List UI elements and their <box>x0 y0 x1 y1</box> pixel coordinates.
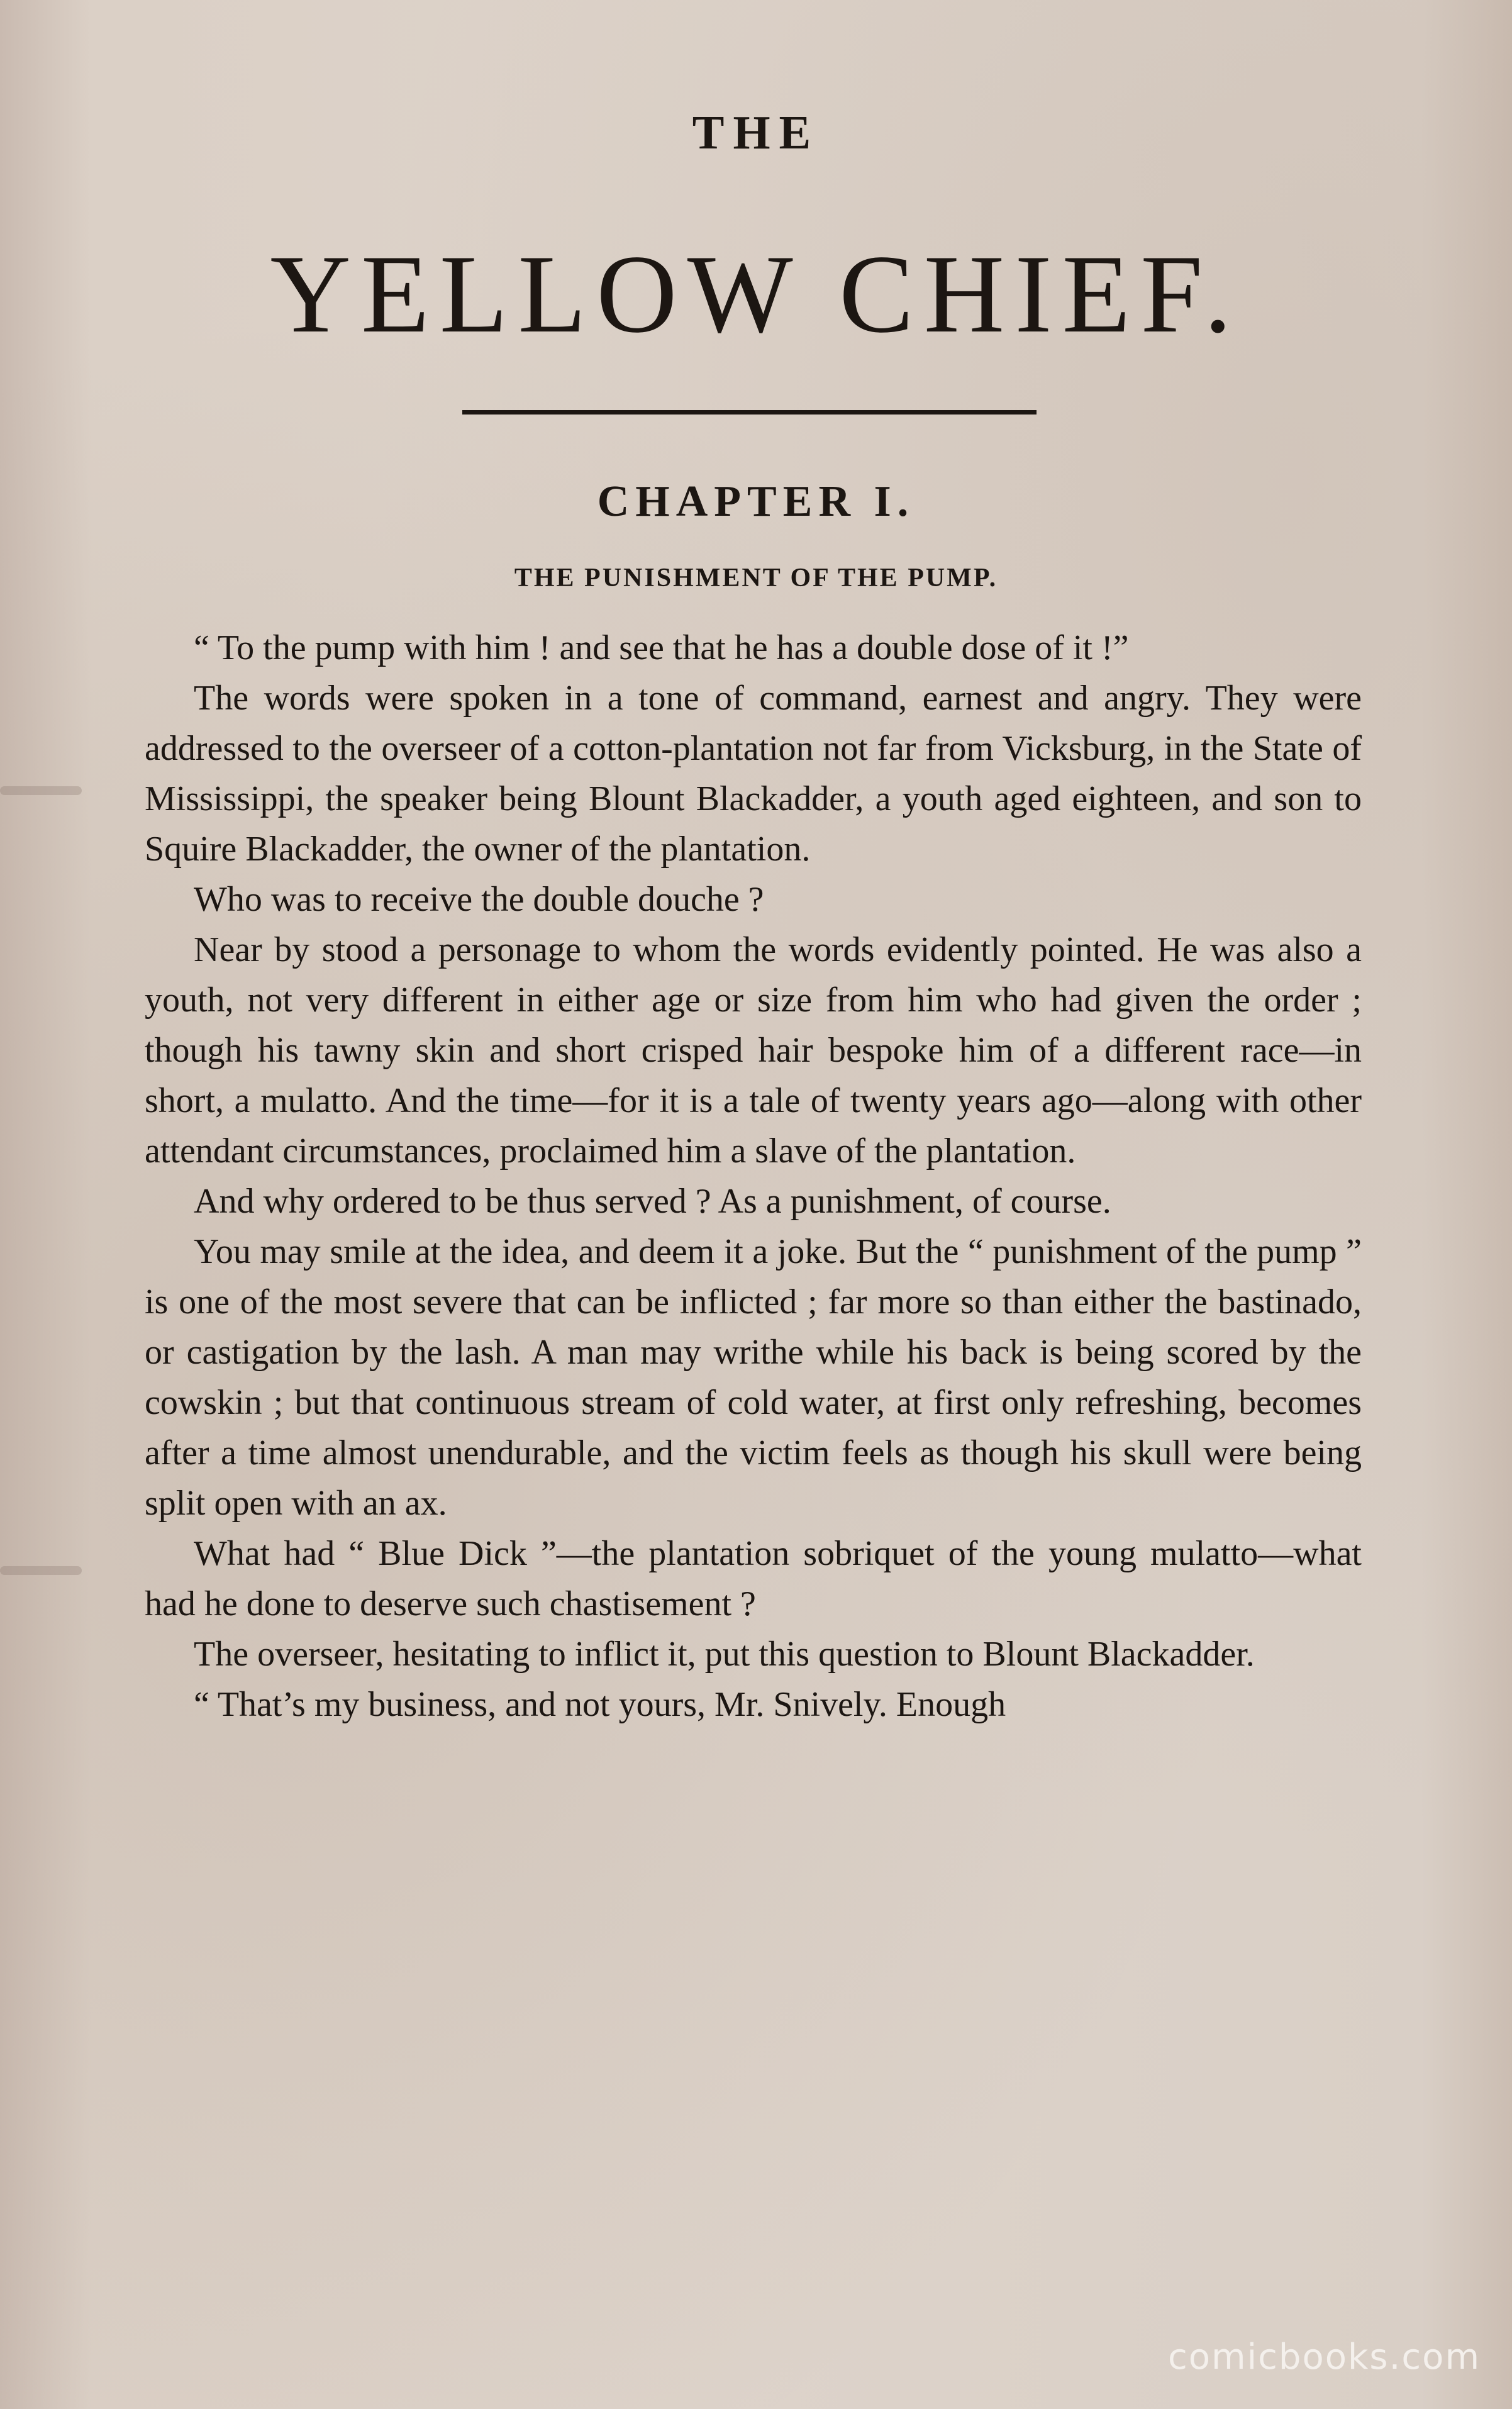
paragraph: What had “ Blue Dick ”—the plantation sobriquet of the young mulatto—what had he done to deserve such chastisement ? <box>145 1534 1362 1623</box>
site-watermark: comicbooks.com <box>1167 2337 1481 2378</box>
paragraph: “ That’s my business, and not yours, Mr. Snively. Enough <box>194 1685 1006 1724</box>
chapter-subtitle: THE PUNISHMENT OF THE PUMP. <box>514 564 998 593</box>
paragraph: The words were spoken in a tone of command, earnest and angry. They were addressed to the overseer of a cotton-plantation not far from Vicksburg, in the State of Mississippi, the speaker being Blount Blackadder, a youth aged eighteen, and son to Squire Blackadder, the owner of the plantation. <box>145 679 1362 869</box>
paragraph: The overseer, hesitating to inflict it, put this question to Blount Blackadder. <box>194 1635 1255 1674</box>
title-rule <box>462 410 1037 414</box>
paragraph: Who was to receive the double douche ? <box>194 880 764 919</box>
paragraph: And why ordered to be thus served ? As a punishment, of course. <box>194 1182 1111 1221</box>
body-text <box>145 623 1362 1730</box>
title-article: THE <box>692 106 820 159</box>
chapter-heading: CHAPTER I. <box>597 477 915 526</box>
page-edge-tear <box>0 1566 82 1575</box>
paragraph: “ To the pump with him ! and see that he has a double dose of it !” <box>194 628 1129 667</box>
paragraph: Near by stood a personage to whom the words evidently pointed. He was also a youth, not very different in either age or size from him who had given the order ; though his tawny skin and short crisped hair bespoke him of a different race—in short, a mulatto. And the time—for it is a tale of twenty years ago—along with other attendant circumstances, proclaimed him a slave of the plantation. <box>145 930 1362 1171</box>
book-title: YELLOW CHIEF. <box>270 231 1242 356</box>
page-edge-tear <box>0 786 82 795</box>
paragraph: You may smile at the idea, and deem it a joke. But the “ punishment of the pump ” is one of the most severe that can be inflicted ; far more so than either the bastinado, or castigation by the lash. A man may writhe while his back is being scored by the cowskin ; but that continuous stream of cold water, at first only refreshing, becomes after a time almost unendurable, and the victim feels as though his skull were being split open with an ax. <box>145 1232 1362 1523</box>
